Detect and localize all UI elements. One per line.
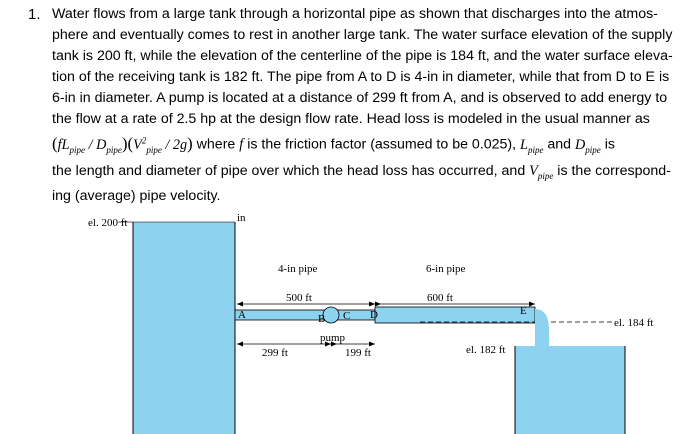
point-c-label: C bbox=[343, 310, 351, 322]
friction-factor-text: is the friction factor (assumed to be 0.025), bbox=[247, 136, 517, 153]
l-pipe-subscript: pipe bbox=[527, 144, 544, 155]
arrow-500-right bbox=[369, 302, 375, 307]
supply-elevation-label: el. 200 ft bbox=[88, 217, 128, 229]
pipe-d-to-e bbox=[375, 307, 535, 323]
line-8-text-b: is the correspond- bbox=[557, 162, 671, 179]
d-symbol: D bbox=[575, 136, 586, 153]
problem-line-5: 6-in in diameter. A pump is located at a distance of 299 ft from A, and is observed to add energy to bbox=[52, 90, 668, 106]
problem-number: 1. bbox=[28, 6, 41, 23]
discharge-jet bbox=[535, 309, 549, 346]
pipe-de-label: 6-in pipe bbox=[426, 263, 466, 275]
problem-line-4: tion of the receiving tank is 182 ft. The pipe from A to D is 4-in in diameter, while that from D to E is bbox=[52, 69, 670, 85]
d-pipe-subscript: pipe bbox=[585, 144, 601, 155]
f-symbol: f bbox=[239, 136, 244, 153]
v-pipe-subscript: pipe bbox=[537, 170, 554, 181]
receiving-tank-water bbox=[515, 346, 625, 434]
pump-label: pump bbox=[320, 332, 346, 344]
problem-line-1: Water flows from a large tank through a horizontal pipe as shown that discharges into the atmos- bbox=[52, 6, 658, 22]
arrow-199-right bbox=[369, 342, 375, 347]
point-a-label: A bbox=[238, 309, 246, 321]
arrow-299-left bbox=[237, 342, 243, 347]
problem-line-6: the flow at a rate of 2.5 hp at the design flow rate. Head loss is modeled in the usual manner as bbox=[52, 111, 650, 127]
point-b-label: B bbox=[318, 313, 326, 325]
arrow-500-left bbox=[237, 302, 243, 307]
point-e-label: E bbox=[520, 305, 527, 317]
v-symbol: V bbox=[529, 162, 538, 179]
pump-icon bbox=[323, 307, 339, 323]
pipe-a-to-d bbox=[235, 310, 375, 320]
and-word: and bbox=[547, 136, 572, 153]
centerline-elevation-label: el. 184 ft bbox=[614, 317, 654, 329]
dimension-label-500: 500 ft bbox=[286, 292, 312, 304]
line-8-text-a: the length and diameter of pipe over which the head loss has occurred, and bbox=[52, 162, 526, 179]
dimension-label-600: 600 ft bbox=[427, 292, 453, 304]
problem-line-3: tank is 200 ft, while the elevation of the centerline of the pipe is 184 ft, and the water surface eleva- bbox=[52, 48, 673, 64]
arrow-600-left bbox=[375, 302, 381, 307]
problem-line-9: ing (average) pipe velocity. bbox=[52, 188, 221, 205]
head-loss-formula: $(fL_{pipe} / D_{pipe})(V^2_{pipe} / 2g)$ bbox=[52, 133, 193, 155]
supply-tank-water bbox=[133, 222, 235, 434]
receiving-elevation-label: el. 182 ft bbox=[466, 344, 506, 356]
dimension-label-199: 199 ft bbox=[345, 347, 371, 359]
l-symbol: L bbox=[520, 136, 528, 153]
dimension-label-299: 299 ft bbox=[262, 347, 288, 359]
point-d-label: D bbox=[370, 309, 378, 321]
is-word: is bbox=[604, 136, 615, 153]
arrow-600-right bbox=[529, 302, 535, 307]
where-word: where bbox=[196, 136, 236, 153]
pipe-ad-label: 4-in pipe bbox=[278, 263, 318, 275]
in-label: in bbox=[237, 212, 246, 224]
problem-line-2: phere and eventually comes to rest in another large tank. The water surface elevation of the supply bbox=[52, 27, 673, 43]
